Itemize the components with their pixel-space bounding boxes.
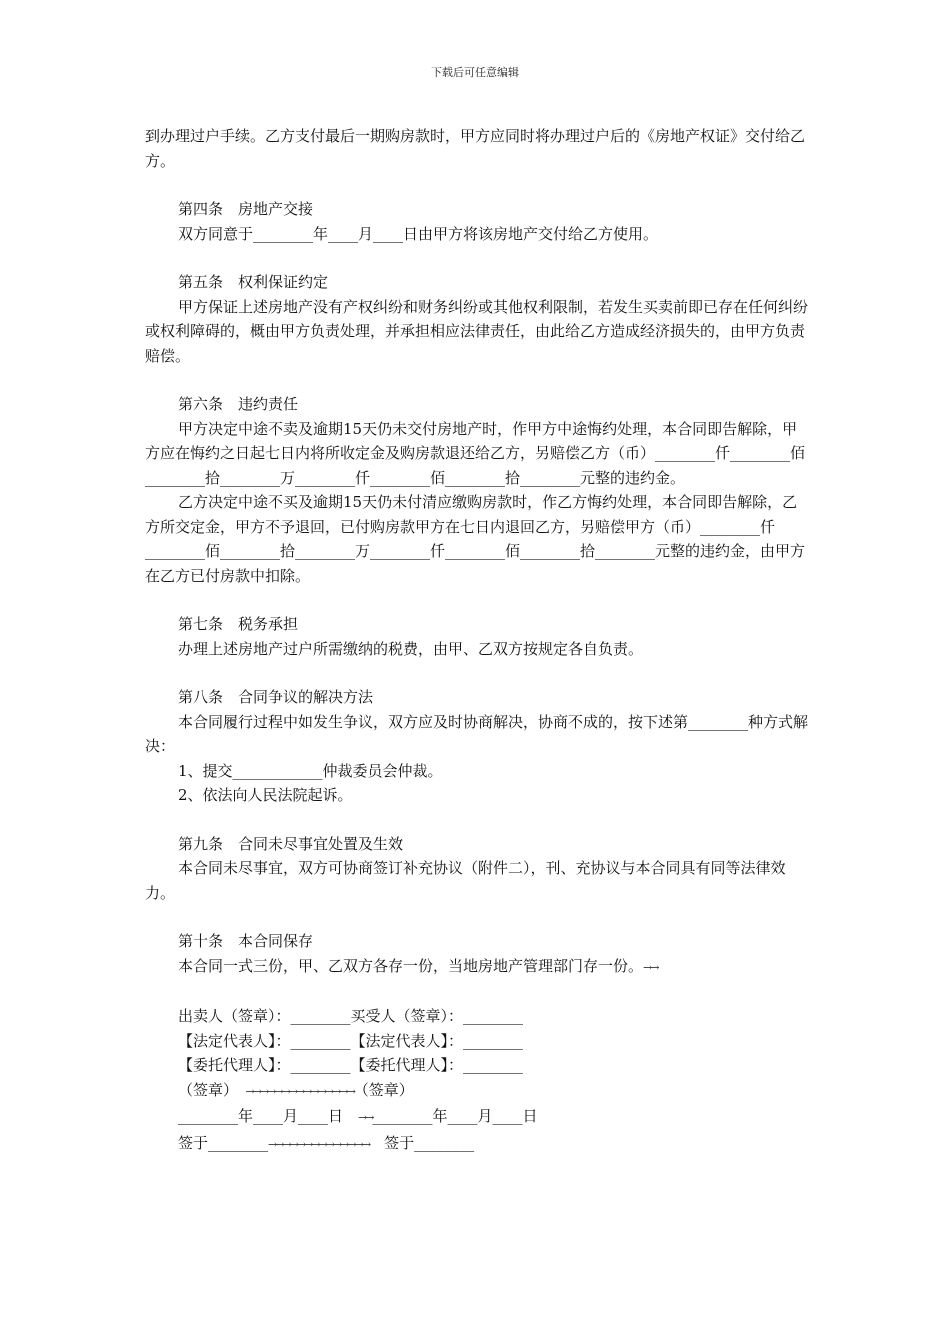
article-10-text <box>145 954 810 981</box>
article-6-text-1: 甲方决定中途不卖及逾期15天仍未交付房地产时，作甲方中途悔约处理，本合同即告解除，甲方应在悔约之日起七日内将所收定金及购房款退还给乙方，另赔偿乙方（币）________仟________佰________拾________万________仟________佰________拾________元整的违约金。 <box>145 419 806 487</box>
article-9-text: 本合同未尽事宜，双方可协商签订补充协议（附件二），刊、充协议与本合同具有同等法律效力。 <box>145 859 786 902</box>
article-8-option-2: 2、依法向人民法院起诉。 <box>178 786 353 804</box>
arrow-mark-icon: →→ <box>358 1111 373 1124</box>
signature-line-date <box>178 1104 810 1131</box>
signature-line-seal <box>178 1078 810 1105</box>
arrow-mark-icon: →→→→→→→→→→→→→→ <box>268 1137 370 1151</box>
arrow-mark-icon: →→ <box>643 960 658 974</box>
article-10-text-content: 本合同一式三份，甲、乙双方各存一份，当地房地产管理部门存一份。 <box>178 956 644 975</box>
date-right: ________年____月____日 <box>372 1107 538 1125</box>
article-8-text: 本合同履行过程中如发生争议，双方应及时协商解决，协商不成的，按下述第________种方式解决： <box>145 712 809 755</box>
contract-body <box>145 124 810 1157</box>
signature-line-place <box>178 1131 810 1158</box>
article-8-title: 第八条 合同争议的解决方法 <box>178 688 374 706</box>
article-7-title: 第七条 税务承担 <box>178 615 299 633</box>
article-5-title: 第五条 权利保证约定 <box>178 273 329 291</box>
signature-line-agent: 【委托代理人】：________【委托代理人】：________ <box>178 1056 524 1074</box>
signature-line-legal-rep: 【法定代表人】：________【法定代表人】：________ <box>178 1031 524 1050</box>
article-6-title: 第六条 违约责任 <box>178 395 299 413</box>
article-4-title: 第四条 房地产交接 <box>178 200 314 218</box>
page-header: 下载后可任意编辑 <box>431 66 519 79</box>
seal-left: （签章） <box>178 1080 231 1099</box>
arrow-mark-icon: →→→→→→→→→→→→→→→ <box>245 1084 354 1098</box>
signature-line-seller-buyer: 出卖人（签章）：________买受人（签章）：________ <box>178 1007 524 1025</box>
article-10-title: 第十条 本合同保存 <box>178 932 314 950</box>
article-4-text: 双方同意于________年____月____日由甲方将该房地产交付给乙方使用。 <box>178 224 659 243</box>
seal-right: （签章） <box>353 1080 414 1099</box>
article-5-text: 甲方保证上述房地产没有产权纠纷和财务纠纷或其他权利限制，若发生买卖前即已存在任何纠纷或权利障碍的，概由甲方负责处理，并承担相应法律责任，由此给乙方造成经济损失的，由甲方负责赔偿。 <box>145 297 809 365</box>
intro-paragraph: 到办理过户手续。乙方支付最后一期购房款时，甲方应同时将办理过户后的《房地产权证》交付给乙方。 <box>145 127 806 170</box>
place-left: 签于________ <box>178 1133 269 1152</box>
article-9-title: 第九条 合同未尽事宜处置及生效 <box>178 834 404 853</box>
article-7-text: 办理上述房地产过户所需缴纳的税费，由甲、乙双方按规定各自负责。 <box>178 639 644 658</box>
article-6-text-2: 乙方决定中途不买及逾期15天仍未付清应缴购房款时，作乙方悔约处理，本合同即告解除，乙方所交定金，甲方不予退回，已付购房款甲方在七日内退回乙方，另赔偿甲方（币）________仟________佰________拾________万________仟________佰________拾________元整的违约金，由甲方在乙方已付房款中扣除。 <box>145 493 806 585</box>
article-8-option-1: 1、提交____________仲裁委员会仲裁。 <box>178 761 443 780</box>
place-right: 签于________ <box>384 1133 475 1152</box>
date-left: ________年____月____日 <box>178 1107 344 1125</box>
